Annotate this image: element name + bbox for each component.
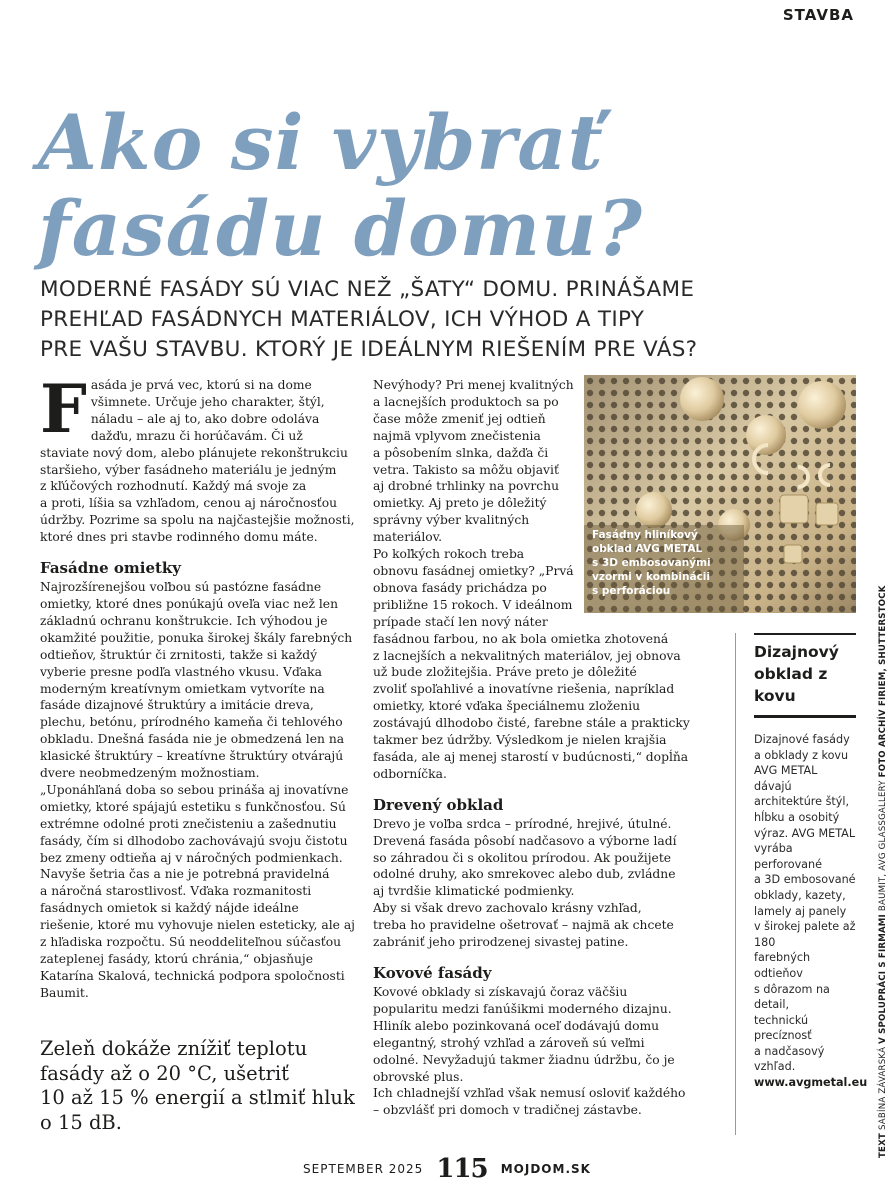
text-line: Ich chladnejší vzhľad však nemusí osloviť každého [373,1086,686,1101]
text-line: odolné druhy, ako smrekovec alebo dub, zvládne [373,867,676,882]
credit-photo-label: FOTO ARCHÍV FIRIEM, SHUTTERSTOCK [878,585,888,778]
text-line: aj drobné trhlinky na povrchu [373,479,560,494]
text-line: – obzvlášť pri domoch v tradičnej zástavbe. [373,1103,642,1118]
page-footer [0,1154,894,1184]
text-line: omietky. Aj preto je dôležitý [373,496,547,511]
text-line: staviate nový dom, alebo plánujete rekonštrukciu [40,445,348,460]
pull-quote-line: 10 až 15 % energií a stlmiť hluk [40,1086,355,1109]
text-line: riešenie, ktoré mu vyhovuje nielen esteticky, ale aj [40,918,355,933]
headline [38,100,858,272]
text-line: dvere neobmedzeným možnostiam. [40,766,260,781]
pull-quote [40,1037,370,1135]
caption-line: obklad AVG METAL [592,543,703,555]
text-line: klasické štruktúry – kreatívne štruktúry otvárajú [40,749,344,764]
caption-line: s perforáciou [592,585,671,597]
sidebar-line: hĺbku a osobitý [754,810,840,824]
sidebar-title-line: obklad z kovu [754,665,828,705]
text-line: moderným kreatívnym omietkam vytvoríte na [40,681,325,696]
text-line: fasádnou farbou, no ak bola omietka zhotovená [373,631,669,646]
emboss-square [784,545,802,563]
text-line: vyberie presne podľa vlastného vkusu. Vďaka [40,664,322,679]
text-line: a náročná starostlivosť. Vďaka rozmanitosti [40,884,312,899]
sidebar-line: technickú precíznosť [754,1013,812,1043]
sidebar-line: výraz. AVG METAL [754,826,856,840]
headline-line: Ako si vybrať [38,98,604,187]
headline-line: fasádu domu? [38,184,643,273]
sidebar-line: s dôrazom na detail, [754,982,830,1012]
sidebar-line: lamely aj panely [754,904,847,918]
emboss-dome [746,415,786,455]
text-line: zvoliť spoľahlivé a inovatívne riešenia, napríklad [373,682,675,697]
text-line: asáda je prvá vec, ktorú si na dome [90,378,312,392]
credit-author: SABÍNA ZÁVARSKÁ [878,1046,888,1131]
emboss-dome [798,381,846,429]
text-line: Hliník alebo pozinkovaná oceľ dodávajú domu [373,1018,660,1033]
photo-caption [592,528,742,598]
text-line: so záhradou či s okolitou prírodou. Ak použijete [373,850,672,865]
text-line: fasáda, ale aj menej starostí v budúcnosti,“ dopĺňa [373,749,689,764]
text-line: omietky, ktoré spájajú estetiku s funkčnosťou. Sú [40,799,346,814]
text-line: odborníčka. [373,766,447,781]
credit-text-label: TEXT [878,1132,888,1158]
text-line: okamžité použitie, ponuka širokej škály farebných [40,630,353,645]
text-line: a lacnejších produktoch sa po [373,394,559,409]
sidebar-line: a obklady z kovu [754,748,849,762]
text-line: Drevená fasáda pôsobí nadčasovo a výborne ladí [373,833,677,848]
sidebar-line: v širokej palete až 180 [754,920,856,949]
subhead-kovove-fasady: Kovové fasády [373,964,492,982]
drevo-paragraph [373,816,713,951]
text-line: najmä vplyvom znečistenia [373,428,541,443]
section-label: STAVBA [782,6,854,24]
text-line: náladu – ale aj to, ako dobre odoláva [90,411,320,426]
sidebar-line: a 3D embosované [754,873,856,887]
text-line: údržby. Pozrime sa spolu na najčastejšie možnosti, [40,513,355,528]
pull-quote-line: o 15 dB. [40,1110,122,1134]
facade-photo [584,375,856,613]
text-line: už bude zložitejšia. Práve preto je dôležité [373,665,637,680]
text-line: všimnete. Určuje jeho charakter, štýl, [90,394,325,409]
text-line: bez zmeny odtieňa aj v náročných podmienkach. [40,850,343,865]
text-line: a pôsobením slnka, dažďa či [373,445,549,460]
text-line: zabrániť jeho prirodzenej sivastej patine. [373,935,629,950]
emboss-dome [636,492,672,528]
text-line: extrémne odolné proti znečisteniu a zašednutiu [40,816,337,831]
text-line: „Uponáhľaná doba so sebou prináša aj inovatívne [40,782,349,797]
text-line: Drevo je voľba srdca – prírodné, hrejivé, útulné. [373,816,672,831]
site-name: MOJDOM.SK [500,1162,591,1176]
text-line: Po koľkých rokoch treba [373,547,525,562]
text-line: zateplenej fasády, ktorú chránia,“ objasňuje [40,952,314,966]
text-line: Nevýhody? Pri menej kvalitných [373,378,574,392]
dropcap: F [40,370,87,448]
emboss-dome [680,377,724,421]
text-line: čase môže zmeniť jej odtieň [373,411,546,426]
text-line: z hľadiska rozpočtu. Sú neoddeliteľnou súčasťou [40,935,342,950]
text-line: a proti, líšia sa vzhľadom, cenou aj náročnosťou [40,496,338,511]
text-line: staršieho, výber fasádneho materiálu je jedným [40,462,337,477]
pull-quote-line: Zeleň dokáže znížiť teplotu [40,1037,308,1060]
sidebar-divider [735,633,736,1135]
credit-companies: BAUMIT, AVG GLASSGALLERY [878,780,888,912]
text-line: obnova fasády prichádza po [373,580,547,595]
text-line: treba ho pravidelne ošetrovať – najmä ak chcete [373,918,674,933]
sidebar-line: Dizajnové fasády [754,733,850,746]
caption-line: vzormi v kombinácii [592,571,710,583]
text-line: vetra. Takisto sa môžu objaviť [373,462,559,477]
text-line: fasáde dizajnové štruktúry a imitácie dreva, [40,698,314,713]
text-line: zostávajú dlhodobo čisté, farebne stále a prakticky [373,716,690,731]
sidebar-box [754,633,868,1091]
text-line: Navyše šetria čas a nie je potrebná pravidelná [40,867,330,882]
text-line: odolné. Nevyžadujú takmer žiadnu údržbu, čo je [373,1052,675,1067]
text-line: obkladu. Dnešná fasáda nie je obmedzená len na [40,732,345,747]
text-line: materiálov. [373,530,443,545]
text-line: omietky, ktoré vďaka špeciálnemu zloženiu [373,699,641,714]
text-line: odtieňov, štruktúr či zrnitosti, takže si každý [40,647,318,662]
pull-quote-line: fasády až o 20 °C, ušetriť [40,1061,289,1085]
text-line: fasádnych omietok si každý nájde ideálne [40,901,299,916]
issue-date: SEPTEMBER 2025 [303,1162,424,1176]
text-line: plechu, betónu, prírodného kameňa či tehlového [40,715,343,730]
emboss-square [780,495,808,523]
credit-coop-label: V SPOLUPRÁCI S FIRMAMI [878,914,888,1044]
text-line: aj tvrdšie klimatické podmienky. [373,884,575,899]
text-line: omietky, ktoré dnes ponúkajú oveľa viac než len [40,596,339,611]
text-line: správny výber kvalitných [373,513,530,528]
text-line: z kľúčových rozhodnutí. Každý má svoje za [40,479,307,494]
sidebar-title-line: Dizajnový [754,643,839,661]
sidebar-line: farebných odtieňov [754,951,811,980]
text-line: z lacnejších a nekvalitných materiálov, jej obnova [373,648,681,663]
sidebar-line: architektúre štýl, [754,795,850,809]
text-line: obnovu fasádnej omietky? „Prvá [373,563,574,578]
sidebar-line: obklady, kazety, [754,888,846,902]
lead-line: PREHĽAD FASÁDNYCH MATERIÁLOV, ICH VÝHOD A TIPY [40,307,645,332]
page-number: 115 [436,1154,488,1184]
text-line: prípade stačí len nový náter [373,614,548,629]
text-line: popularitu medzi fanúšikmi moderného dizajnu. [373,1001,672,1016]
text-line: ktoré dnes pri stavbe rodinného domu máte. [40,530,318,545]
obnova-paragraph [373,631,713,783]
text-line: základnú ochranu konštrukcie. Ich výhodou je [40,613,328,628]
text-line: fasády, čím si dlhodobo zachovávajú svoju čistotu [40,833,348,848]
text-line: dažďu, mrazu či horúčavám. Či už [90,428,303,443]
sidebar-line: a nadčasový vzhľad. [754,1044,825,1074]
text-line: Baumit. [40,985,89,1000]
sidebar-line: vyrába perforované [754,842,823,871]
caption-line: s 3D embosovanými [592,557,711,569]
emboss-square [816,503,838,525]
text-line: elegantný, strohý vzhľad a zároveň sú veľmi [373,1035,645,1050]
text-line: Aby si však drevo zachovalo krásny vzhľad, [373,901,642,916]
omietky-paragraph [40,579,370,1002]
subhead-dreveny-obklad: Drevený obklad [373,795,504,814]
article-column-1 [40,370,370,1002]
intro-paragraph [40,370,370,546]
lead-line: PRE VAŠU STAVBU. KTORÝ JE IDEÁLNYM RIEŠENÍM PRE VÁS? [40,337,698,362]
sidebar-title [754,641,856,718]
kov-paragraph [373,984,713,1119]
caption-line: Fasádny hliníkový [592,529,698,541]
text-line: obrovské plus. [373,1069,464,1084]
text-line: približne 15 rokoch. V ideálnom [373,597,573,612]
lead-paragraph [40,275,800,365]
text-line: takmer bez údržby. Výsledkom je nielen krajšia [373,733,667,748]
nevyhody-paragraph [373,377,583,631]
sidebar-body [754,732,868,1091]
subhead-fasadne-omietky: Fasádne omietky [40,559,182,578]
text-line: Najrozšírenejšou voľbou sú pastózne fasádne [40,580,322,595]
text-line: Kovové obklady si získavajú čoraz väčšiu [373,985,628,999]
website-link[interactable]: www.avgmetal.eu [754,1076,868,1090]
sidebar-line: AVG METAL dávajú [754,764,818,793]
text-line: Katarína Skalová, technická podpora spoločnosti [40,968,345,983]
photo-credit [878,585,888,1158]
lead-line: MODERNÉ FASÁDY SÚ VIAC NEŽ „ŠATY“ DOMU. PRINÁŠAME [40,277,695,302]
